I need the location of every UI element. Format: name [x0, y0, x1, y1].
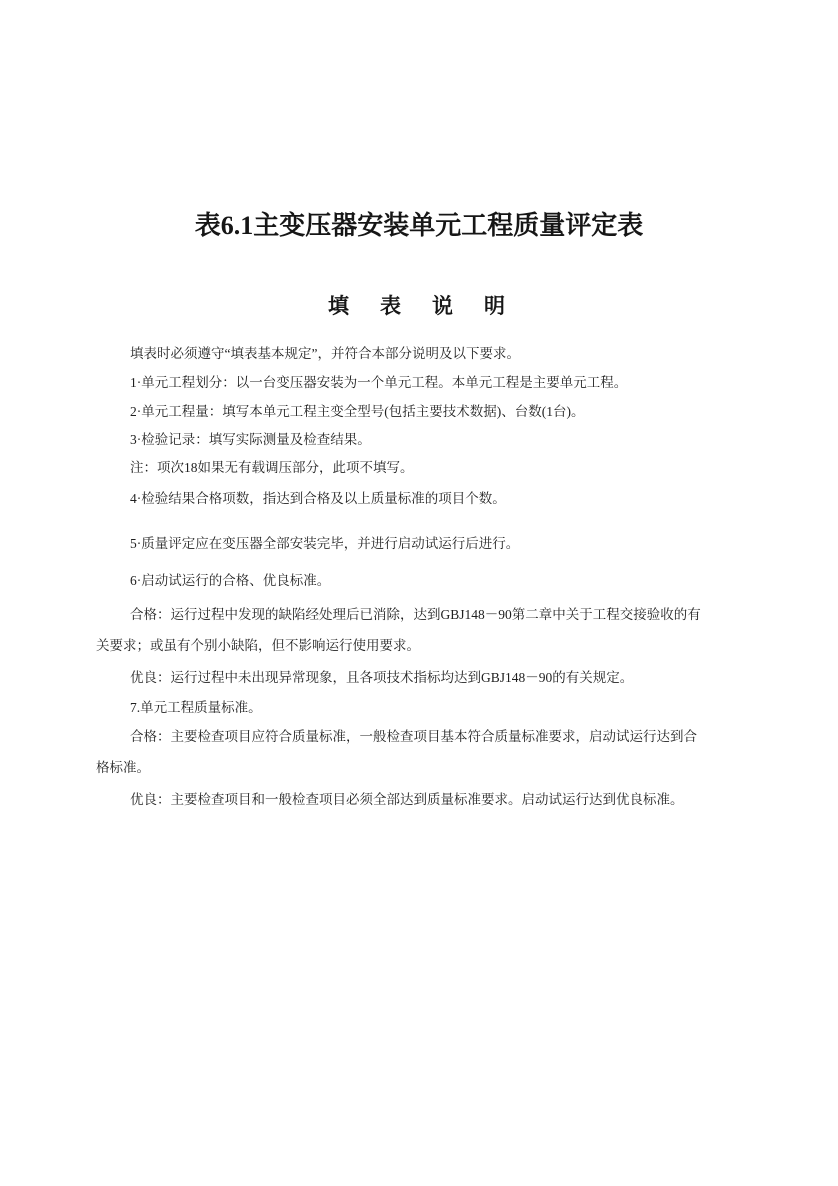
- filling-instructions-heading: 填 表 说 明: [328, 294, 510, 318]
- body-line: 格标准。: [96, 760, 150, 775]
- body-line: 5·质量评定应在变压器全部安装完毕，并进行启动试运行后进行。: [130, 536, 520, 551]
- body-line: 优良：运行过程中未出现异常现象，且各项技术指标均达到GBJ148－90的有关规定。: [130, 670, 634, 685]
- body-line: 优良：主要检查项目和一般检查项目必须全部达到质量标准要求。启动试运行达到优良标准。: [130, 792, 684, 807]
- body-line: 7.单元工程质量标准。: [130, 700, 262, 715]
- body-line: 6·启动试运行的合格、优良标准。: [130, 573, 331, 588]
- body-line: 注：项次18如果无有载调压部分，此项不填写。: [130, 460, 414, 475]
- body-line: 关要求；或虽有个别小缺陷，但不影响运行使用要求。: [96, 638, 420, 653]
- body-line: 填表时必须遵守“填表基本规定”，并符合本部分说明及以下要求。: [130, 346, 520, 361]
- body-line: 2·单元工程量：填写本单元工程主变全型号(包括主要技术数据)、台数(1台)。: [130, 404, 585, 419]
- body-line: 1·单元工程划分：以一台变压器安装为一个单元工程。本单元工程是主要单元工程。: [130, 375, 628, 390]
- body-line: 3·检验记录：填写实际测量及检查结果。: [130, 432, 371, 447]
- body-line: 合格：主要检查项目应符合质量标准，一般检查项目基本符合质量标准要求，启动试运行达到合: [130, 729, 697, 744]
- document-title: 表6.1主变压器安装单元工程质量评定表: [194, 211, 644, 240]
- body-line: 合格：运行过程中发现的缺陷经处理后已消除，达到GBJ148－90第二章中关于工程交接验收的有: [130, 607, 701, 622]
- body-line: 4·检验结果合格项数，指达到合格及以上质量标准的项目个数。: [130, 491, 506, 506]
